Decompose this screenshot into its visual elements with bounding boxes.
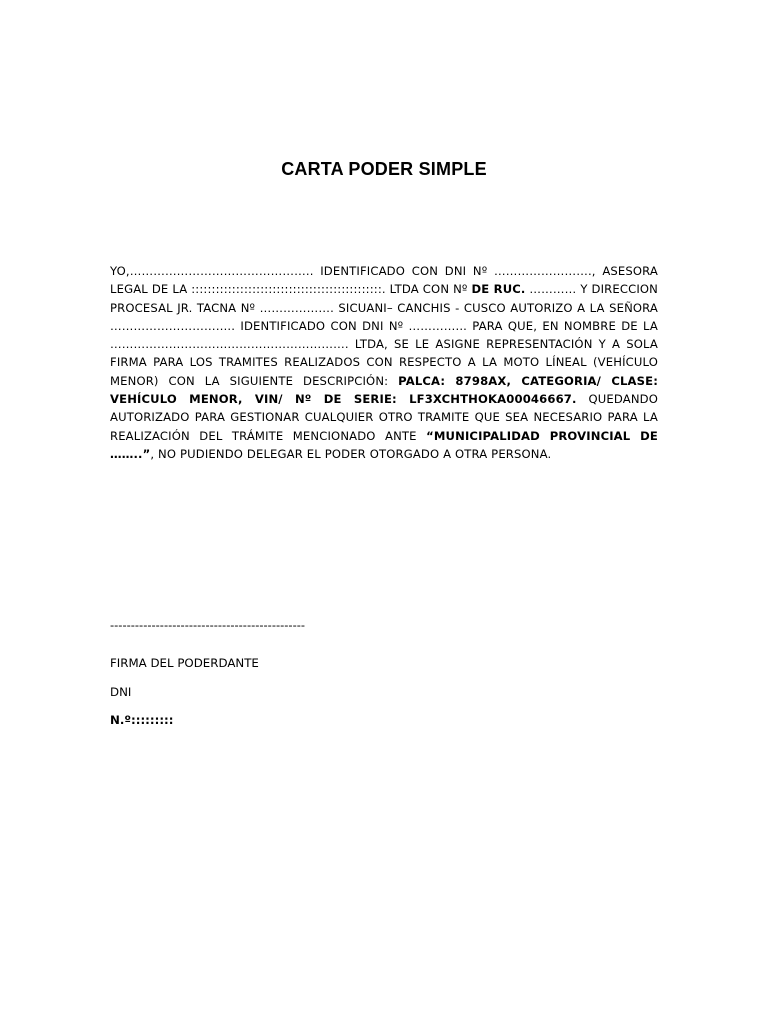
document-title: CARTA PODER SIMPLE [281,159,487,179]
signature-line: ----------------------------------------------- [110,618,306,632]
paragraph-text-part-2: ………… Y DIRECCION PROCESAL JR. TACNA Nº ………………. SICUANI– CANCHIS - CUSCO AUTORIZO A LA SEÑORA ………………………….. IDENTIFICADO CON DNI Nº …………... PARA QUE, EN NOMBRE DE LA ……………………………………………………. LTDA, SE LE ASIGNE REPRESENTACIÓN Y A SOLA FIRMA PARA LOS TRAMITES REALIZADOS CON RESPECTO A LA MOTO LÍNEAL (VEHÍCULO MENOR) CON LA SIGUIENTE DESCRIPCIÓN: [110,282,659,388]
paragraph-bold-ruc: DE RUC. [471,282,526,297]
paragraph-text-part-3: QUEDANDO AUTORIZADO PARA GESTIONAR CUALQUIER OTRO TRAMITE QUE SEA NECESARIO PARA LA REALIZACIÓN DEL TRÁMITE MENCIONADO ANTE [110,392,658,443]
signature-label: FIRMA DEL PODERDANTE [110,656,259,670]
number-label: N.º::::::::: [110,713,174,727]
paragraph-text-part-4: , NO PUDIENDO DELEGAR EL PODER OTORGADO A OTRA PERSONA. [150,446,552,461]
paragraph-text-part-1: YO,……………………………………….. IDENTIFICADO CON DNI Nº ……………………., ASESORA LEGAL DE LA :::::::::::::::::::::::::::::::::::::::::::::::. LTDA CON Nº [110,264,658,297]
paragraph-bold-municipality: “MUNICIPALIDAD PROVINCIAL DE ……..” [110,428,658,461]
dni-label: DNI [110,685,132,699]
authorization-paragraph [110,262,658,463]
paragraph-bold-vehicle: PALCA: 8798AX, CATEGORIA/ CLASE: VEHÍCULO MENOR, VIN/ Nº DE SERIE: LF3XCHTHOKA00046667. [110,373,658,407]
